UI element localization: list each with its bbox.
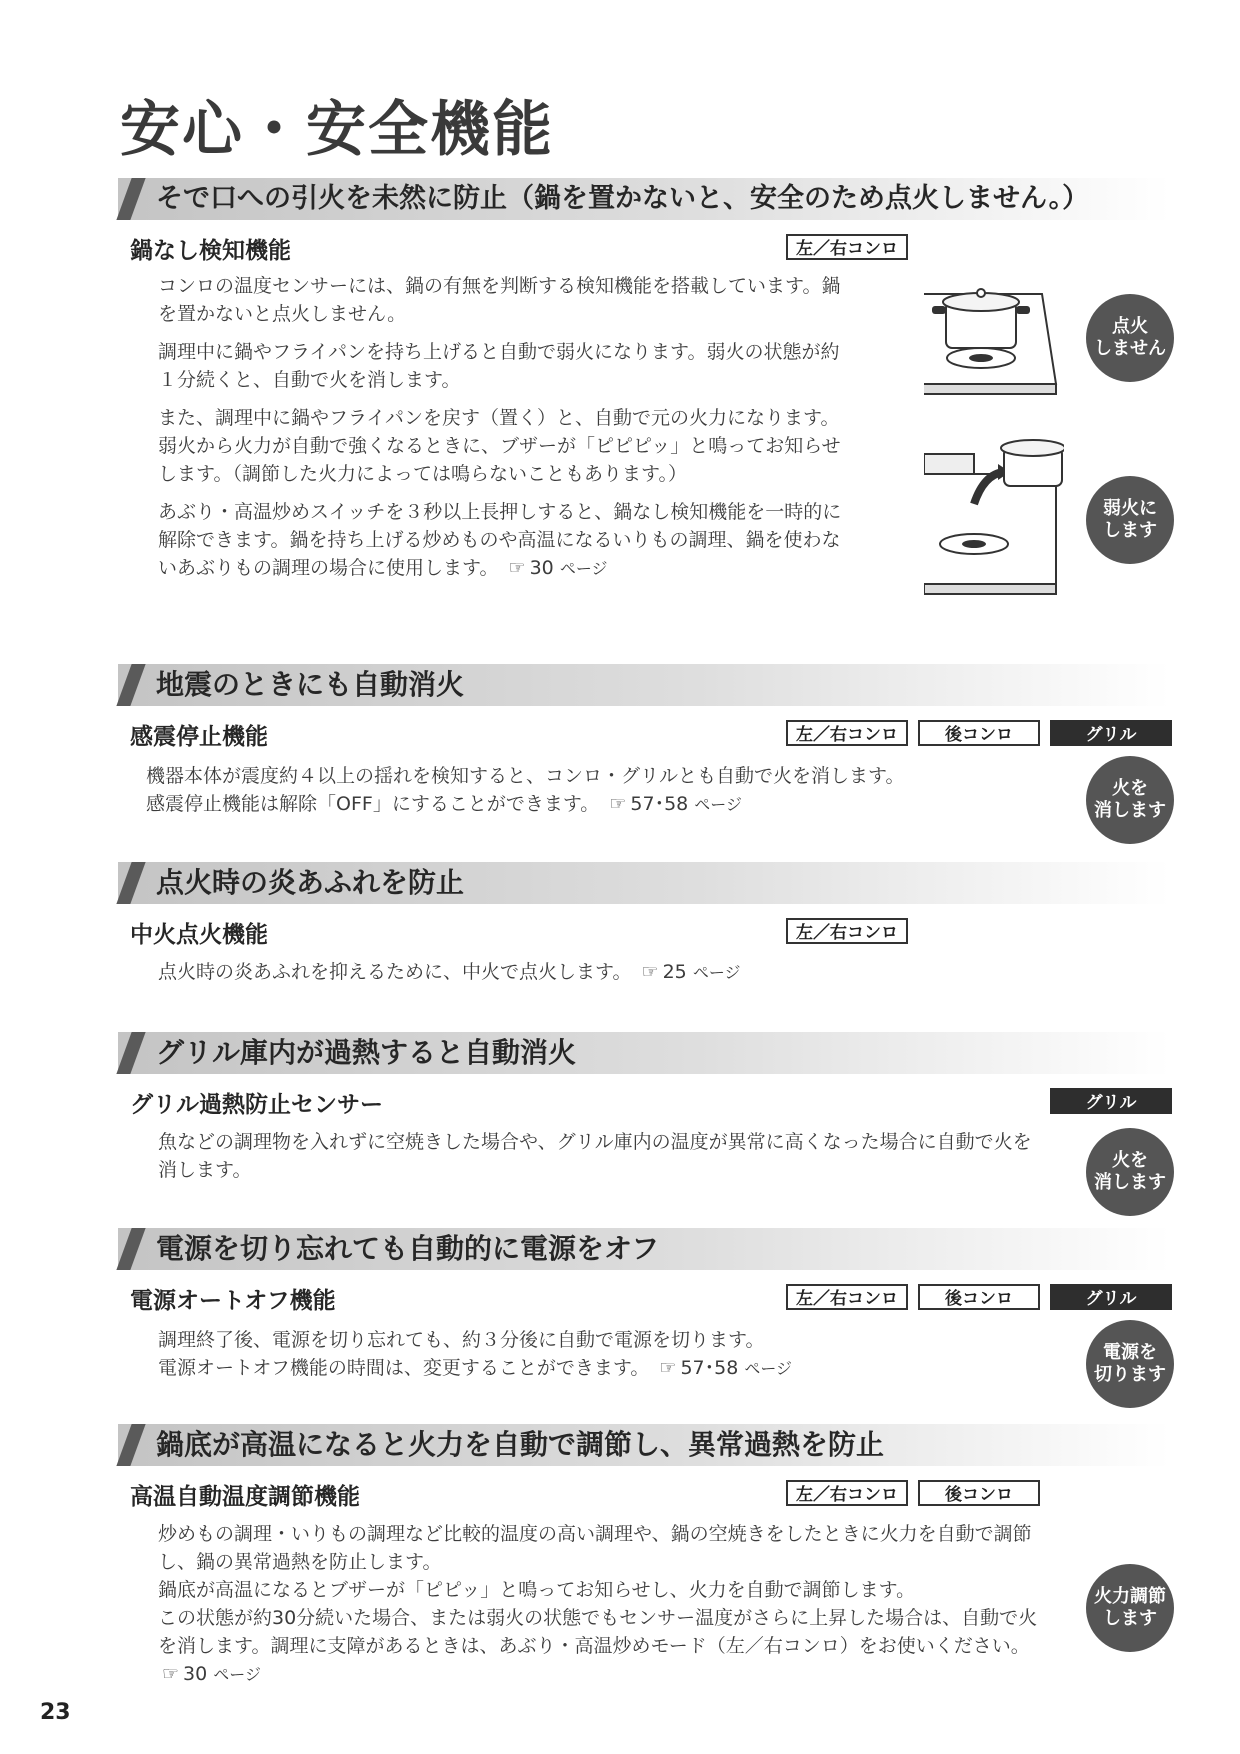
ref-unit: ページ [692,963,741,982]
ref-unit: ページ [694,795,742,814]
section-header-pot-detection [118,178,1170,220]
tag-rear-burner: 後コンロ [918,1480,1040,1506]
page-number: 23 [40,1700,71,1725]
pointing-hand-icon: ☞ [162,1663,180,1685]
badge-extinguish: 火を 消します [1086,756,1174,844]
feature-title: 鍋なし検知機能 [130,238,291,264]
badge-no-ignition: 点火 しません [1086,294,1174,382]
section-header-grill-overheat [118,1032,1170,1074]
section-slash-mark [116,1032,145,1074]
page-title: 安心・安全機能 [120,95,554,165]
paragraph: 魚などの調理物を入れずに空焼きした場合や、グリル庫内の温度が異常に高くなった場合に自動で火を消します。 [158,1131,1032,1181]
paragraph: 点火時の炎あふれを抑えるために、中火で点火します。 [158,961,632,983]
paragraph: この状態が約30分続いた場合、または弱火の状態でもセンサー温度がさらに上昇した場合は、自動で火を消します。調理に支障があるときは、あぶり・高温炒めモード（左／右コンロ）をお使いください。 [158,1607,1038,1657]
section-body [158,1520,1038,1689]
tag-rear-burner: 後コンロ [918,1284,1040,1310]
pointing-hand-icon: ☞ [659,1357,677,1379]
feature-title: 高温自動温度調節機能 [130,1484,360,1510]
feature-title: 感震停止機能 [130,724,268,750]
tag-left-right-burner: 左／右コンロ [786,234,908,260]
tag-rear-burner: 後コンロ [918,720,1040,746]
section-header-auto-off [118,1228,1170,1270]
section-slash-mark [116,664,145,706]
badge-power-off: 電源を 切ります [1086,1320,1174,1408]
section-title: 地震のときにも自動消火 [156,668,465,701]
paragraph-with-ref [158,1604,1038,1689]
paragraph: 機器本体が震度約４以上の揺れを検知すると、コンロ・グリルとも自動で火を消します。 [146,765,905,787]
section-body [158,1128,1038,1184]
lifted-pot-icon [924,440,1064,604]
tag-grill: グリル [1050,720,1172,746]
pot-on-burner-icon [924,289,1056,394]
paragraph: また、調理中に鍋やフライパンを戻す（置く）と、自動で元の火力になります。弱火から火力が自動で強くなるときに、ブザーが「ピピピッ」と鳴ってお知らせします。（調節した火力によっては鳴らないこともあります。） [158,407,841,485]
pointing-hand-icon: ☞ [508,557,526,579]
section-title: 点火時の炎あふれを防止 [156,866,465,899]
tag-grill: グリル [1050,1284,1172,1310]
section-body [158,1326,1038,1383]
tag-left-right-burner: 左／右コンロ [786,918,908,944]
section-body [158,272,848,593]
section-slash-mark [116,862,145,904]
feature-title: グリル過熱防止センサー [130,1092,383,1118]
feature-title: 電源オートオフ機能 [130,1288,336,1314]
section-title: グリル庫内が過熱すると自動消火 [156,1036,577,1069]
paragraph: 調理終了後、電源を切り忘れても、約３分後に自動で電源を切ります。 [158,1329,765,1351]
stove-illustration [924,284,1064,604]
paragraph-with-ref [158,498,848,583]
pointing-hand-icon: ☞ [609,793,627,815]
paragraph: コンロの温度センサーには、鍋の有無を判断する検知機能を搭載しています。鍋を置かないと点火しません。 [158,275,841,325]
paragraph-with-ref [146,790,1026,819]
paragraph: 鍋底が高温になるとブザーが「ピピッ」と鳴ってお知らせし、火力を自動で調節します。 [158,1579,916,1601]
section-body [146,762,1026,819]
paragraph: 炒めもの調理・いりもの調理など比較的温度の高い調理や、鍋の空焼きをしたときに火力を自動で調節し、鍋の異常過熱を防止します。 [158,1523,1032,1573]
tag-left-right-burner: 左／右コンロ [786,1480,908,1506]
section-title: 電源を切り忘れても自動的に電源をオフ [156,1232,660,1265]
section-slash-mark [116,178,145,220]
badge-low-flame: 弱火に します [1086,476,1174,564]
paragraph: 電源オートオフ機能の時間は、変更することができます。 [158,1357,650,1379]
paragraph: あぶり・高温炒めスイッチを３秒以上長押しすると、鍋なし検知機能を一時的に解除できます。鍋を持ち上げる炒めものや高温になるいりもの調理、鍋を使わないあぶりもの調理の場合に使用します。 [158,501,842,579]
section-header-ignition [118,862,1170,904]
badge-extinguish: 火を 消します [1086,1128,1174,1216]
ref-page: 57･58 [680,1357,739,1379]
ref-page: 25 [662,961,687,983]
section-header-temp-control [118,1424,1170,1466]
badge-flame-adjust: 火力調節 します [1086,1564,1174,1652]
tag-grill: グリル [1050,1088,1172,1114]
section-title: 鍋底が高温になると火力を自動で調節し、異常過熱を防止 [156,1428,885,1461]
feature-title: 中火点火機能 [130,922,268,948]
section-slash-mark [116,1228,145,1270]
ref-unit: ページ [559,559,608,578]
pointing-hand-icon: ☞ [641,961,659,983]
ref-page: 57･58 [630,793,689,815]
tag-left-right-burner: 左／右コンロ [786,1284,908,1310]
ref-unit: ページ [744,1359,793,1378]
paragraph: 感震停止機能は解除「OFF」にすることができます。 [146,793,600,815]
section-slash-mark [116,1424,145,1466]
paragraph-with-ref [158,958,1018,987]
ref-page: 30 [529,557,554,579]
ref-page: 30 [183,1663,208,1685]
paragraph-with-ref [158,1354,1038,1383]
section-body [158,958,1018,987]
section-title: そで口への引火を未然に防止（鍋を置かないと、安全のため点火しません。） [156,183,1090,214]
section-header-earthquake [118,664,1170,706]
ref-unit: ページ [213,1665,261,1684]
paragraph: 調理中に鍋やフライパンを持ち上げると自動で弱火になります。弱火の状態が約１分続くと、自動で火を消します。 [158,341,840,391]
tag-left-right-burner: 左／右コンロ [786,720,908,746]
